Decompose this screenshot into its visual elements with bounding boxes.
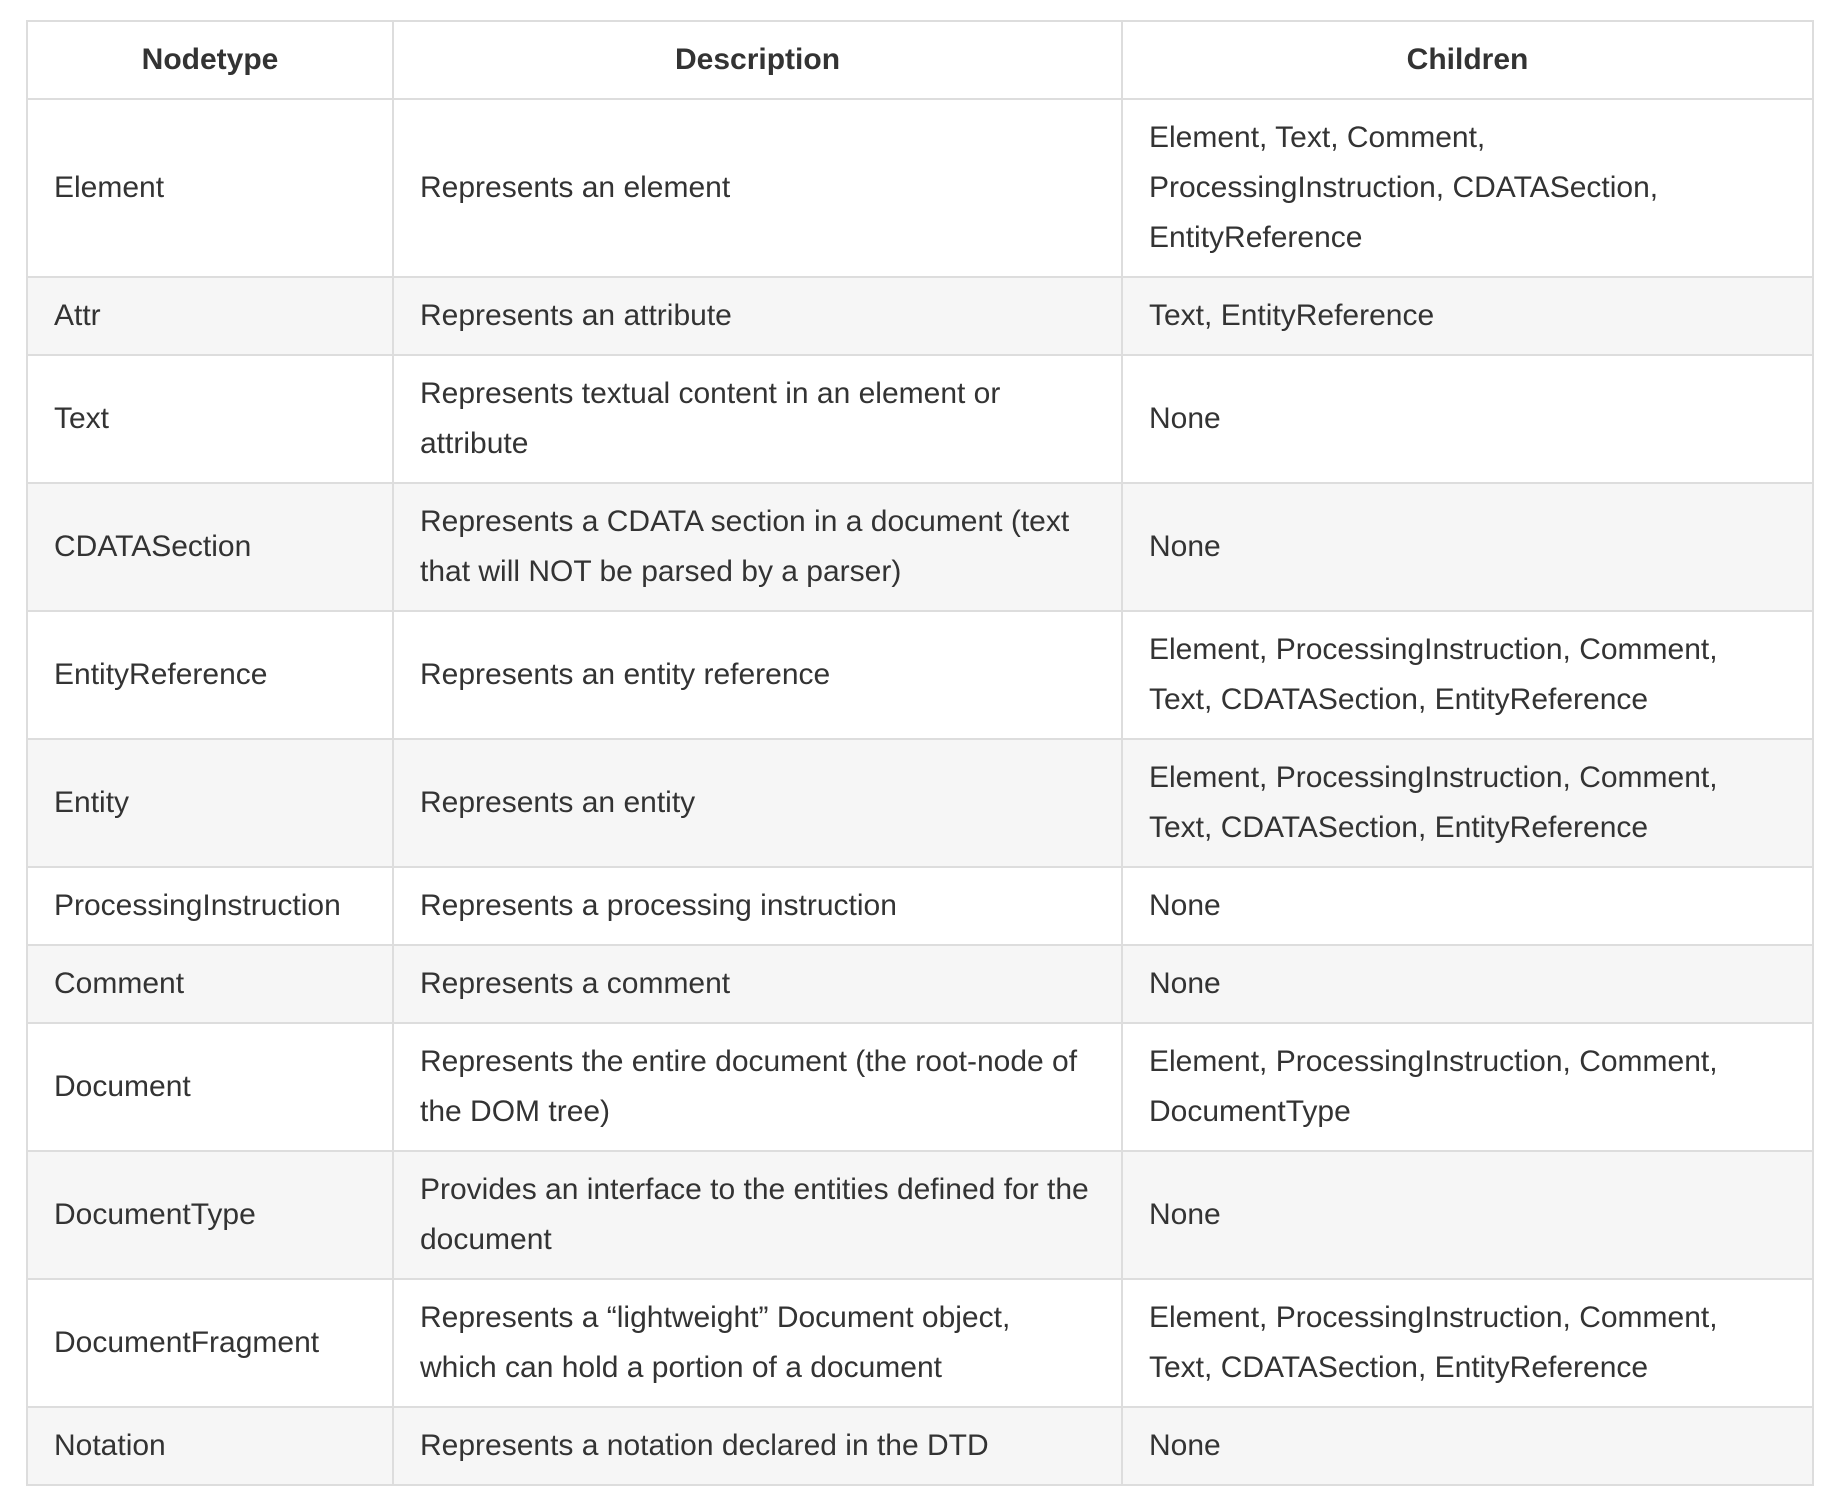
table-row: [27, 611, 1813, 739]
table-row: [27, 483, 1813, 611]
table-row: [27, 1279, 1813, 1407]
table-row: [27, 355, 1813, 483]
children-cell: Element, ProcessingInstruction, Comment, DocumentType: [1122, 1023, 1813, 1151]
nodetype-cell: Document: [27, 1023, 393, 1151]
table-row: [27, 99, 1813, 277]
table-header: [27, 21, 1813, 99]
description-cell: Represents a processing instruction: [393, 867, 1122, 945]
description-cell: Represents a notation declared in the DTD: [393, 1407, 1122, 1485]
table-body: [27, 99, 1813, 1485]
children-cell: Text, EntityReference: [1122, 277, 1813, 355]
nodetype-cell: Text: [27, 355, 393, 483]
nodetype-cell: Notation: [27, 1407, 393, 1485]
children-cell: None: [1122, 945, 1813, 1023]
children-cell: Element, ProcessingInstruction, Comment, Text, CDATASection, EntityReference: [1122, 739, 1813, 867]
nodetype-table: [26, 20, 1814, 1486]
children-cell: None: [1122, 1151, 1813, 1279]
table-row: [27, 1407, 1813, 1485]
description-cell: Represents an entity reference: [393, 611, 1122, 739]
nodetype-cell: Attr: [27, 277, 393, 355]
nodetype-cell: ProcessingInstruction: [27, 867, 393, 945]
nodetype-cell: Entity: [27, 739, 393, 867]
children-cell: Element, ProcessingInstruction, Comment, Text, CDATASection, EntityReference: [1122, 611, 1813, 739]
header-children: Children: [1122, 21, 1813, 99]
nodetype-cell: EntityReference: [27, 611, 393, 739]
children-cell: Element, ProcessingInstruction, Comment, Text, CDATASection, EntityReference: [1122, 1279, 1813, 1407]
header-row: [27, 21, 1813, 99]
children-cell: None: [1122, 867, 1813, 945]
nodetype-cell: Element: [27, 99, 393, 277]
table-row: [27, 945, 1813, 1023]
description-cell: Represents an entity: [393, 739, 1122, 867]
children-cell: None: [1122, 355, 1813, 483]
table-row: [27, 1023, 1813, 1151]
description-cell: Represents a comment: [393, 945, 1122, 1023]
nodetype-cell: DocumentType: [27, 1151, 393, 1279]
children-cell: None: [1122, 1407, 1813, 1485]
children-cell: None: [1122, 483, 1813, 611]
header-description: Description: [393, 21, 1122, 99]
nodetype-cell: CDATASection: [27, 483, 393, 611]
table-row: [27, 1151, 1813, 1279]
header-nodetype: Nodetype: [27, 21, 393, 99]
table-row: [27, 867, 1813, 945]
description-cell: Represents an element: [393, 99, 1122, 277]
nodetype-table-container: [26, 20, 1812, 1486]
nodetype-cell: Comment: [27, 945, 393, 1023]
description-cell: Represents an attribute: [393, 277, 1122, 355]
table-row: [27, 277, 1813, 355]
description-cell: Provides an interface to the entities defined for the document: [393, 1151, 1122, 1279]
description-cell: Represents a “lightweight” Document object, which can hold a portion of a document: [393, 1279, 1122, 1407]
table-row: [27, 739, 1813, 867]
children-cell: Element, Text, Comment, ProcessingInstruction, CDATASection, EntityReference: [1122, 99, 1813, 277]
description-cell: Represents textual content in an element or attribute: [393, 355, 1122, 483]
description-cell: Represents the entire document (the root-node of the DOM tree): [393, 1023, 1122, 1151]
nodetype-cell: DocumentFragment: [27, 1279, 393, 1407]
description-cell: Represents a CDATA section in a document (text that will NOT be parsed by a parser): [393, 483, 1122, 611]
